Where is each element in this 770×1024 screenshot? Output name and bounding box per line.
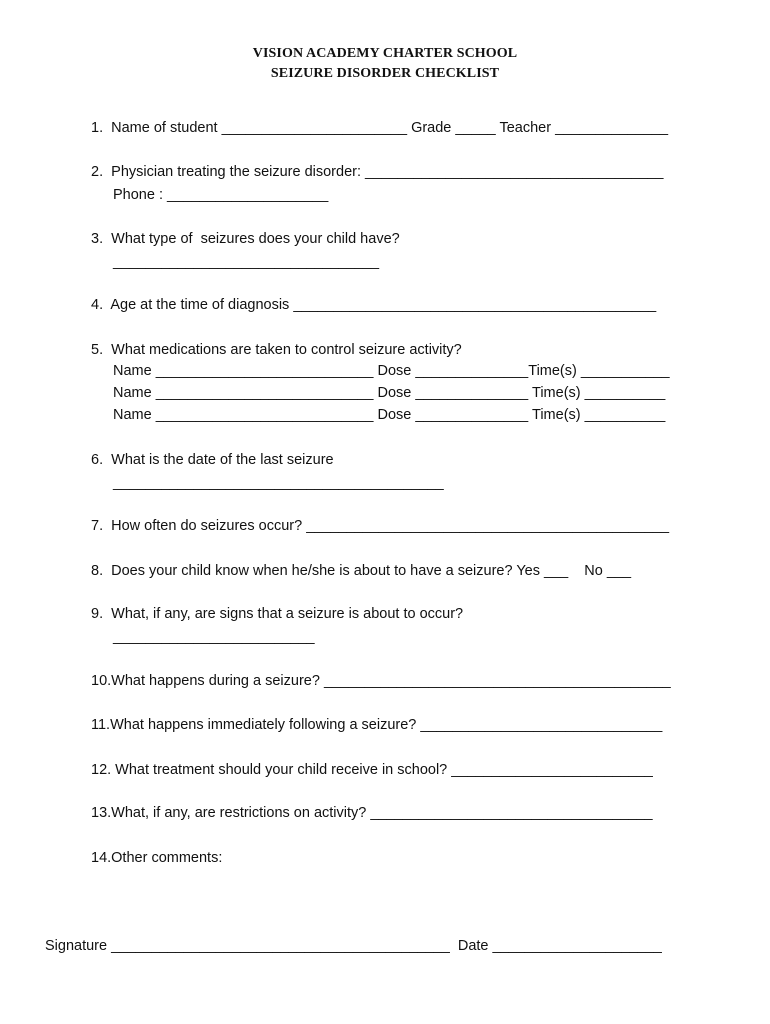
- question-8: 8. Does your child know when he/she is about to have a seizure? Yes ___ No ___: [91, 563, 632, 579]
- medication-row-3: Name ___________________________ Dose ______________ Time(s) __________: [113, 407, 666, 423]
- question-2-phone: Phone : ____________________: [113, 187, 329, 203]
- question-9-line: _________________________: [113, 629, 315, 645]
- question-6: 6. What is the date of the last seizure: [91, 452, 334, 468]
- question-10: 10.What happens during a seizure? ___________________________________________: [91, 673, 671, 689]
- signature-line: Signature __________________________________________ Date _____________________: [45, 938, 662, 954]
- question-3: 3. What type of seizures does your child have?: [91, 231, 400, 247]
- question-13: 13.What, if any, are restrictions on activity? ___________________________________: [91, 805, 653, 821]
- form-title: SEIZURE DISORDER CHECKLIST: [270, 66, 500, 81]
- question-4: 4. Age at the time of diagnosis _____________________________________________: [91, 297, 657, 313]
- question-1: 1. Name of student _______________________ Grade _____ Teacher ______________: [91, 120, 669, 136]
- question-14: 14.Other comments:: [91, 850, 223, 866]
- medication-row-1: Name ___________________________ Dose ______________Time(s) ___________: [113, 363, 670, 379]
- question-12: 12. What treatment should your child receive in school? _________________________: [91, 762, 653, 778]
- question-3-line: _________________________________: [113, 254, 380, 270]
- question-2: 2. Physician treating the seizure disorder: _____________________________________: [91, 164, 664, 180]
- question-5: 5. What medications are taken to control seizure activity?: [91, 342, 462, 358]
- question-6-line: _________________________________________: [113, 475, 444, 491]
- medication-row-2: Name ___________________________ Dose ______________ Time(s) __________: [113, 385, 666, 401]
- question-11: 11.What happens immediately following a seizure? ______________________________: [91, 717, 663, 733]
- school-name: VISION ACADEMY CHARTER SCHOOL: [252, 46, 518, 61]
- question-7: 7. How often do seizures occur? _____________________________________________: [91, 518, 670, 534]
- question-9: 9. What, if any, are signs that a seizure is about to occur?: [91, 606, 464, 622]
